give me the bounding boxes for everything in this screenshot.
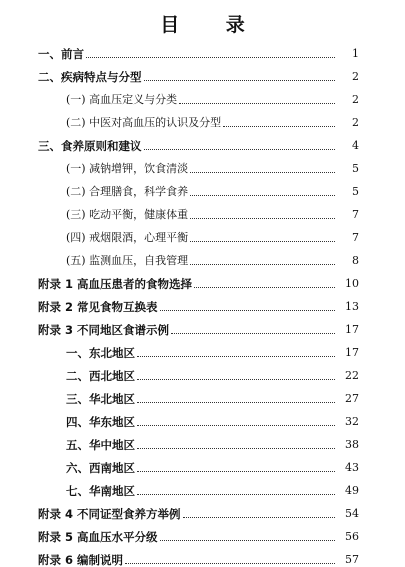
toc-entry-label: 一、前言	[38, 47, 84, 61]
toc-entry[interactable]	[0, 112, 405, 130]
leader-dots	[144, 79, 336, 81]
toc-entry[interactable]	[0, 158, 405, 176]
toc-entry-page: 32	[345, 415, 359, 428]
toc-entry-label: 三、食养原则和建议	[38, 139, 142, 153]
toc-entry-page: 8	[352, 254, 359, 267]
leader-dots	[144, 148, 336, 150]
leader-dots	[125, 562, 335, 564]
toc-entry-page: 43	[345, 461, 359, 474]
toc-entry-page: 38	[345, 438, 359, 451]
toc-entry-page: 7	[352, 208, 359, 221]
toc-entry-page: 57	[345, 553, 359, 566]
leader-dots	[190, 194, 335, 196]
leader-dots	[137, 447, 335, 449]
toc-entry-label: 二、西北地区	[66, 369, 135, 383]
leader-dots	[160, 309, 335, 311]
toc-entry-label: 附录 5 高血压水平分级	[38, 530, 158, 544]
toc-entry-label: (一) 减钠增钾，饮食清淡	[66, 162, 189, 175]
toc-entry-page: 17	[345, 323, 359, 336]
leader-dots	[171, 332, 335, 334]
toc-entry[interactable]	[0, 388, 405, 406]
toc-entry[interactable]	[0, 135, 405, 153]
leader-dots	[137, 470, 335, 472]
toc-entry[interactable]	[0, 43, 405, 61]
toc-entry-page: 10	[345, 277, 359, 290]
toc-title: 目 录	[160, 14, 265, 36]
toc-entry-label: 三、华北地区	[66, 392, 135, 406]
toc-entry[interactable]	[0, 181, 405, 199]
toc-entry-page: 5	[352, 162, 359, 175]
leader-dots	[183, 516, 335, 518]
leader-dots	[137, 378, 335, 380]
leader-dots	[137, 493, 335, 495]
leader-dots	[137, 355, 335, 357]
toc-entry-label: 二、疾病特点与分型	[38, 70, 142, 84]
leader-dots	[223, 125, 335, 127]
toc-entry-label: 七、华南地区	[66, 484, 135, 498]
toc-entry-label: 附录 6 编制说明	[38, 553, 124, 567]
toc-entry-page: 22	[345, 369, 359, 382]
toc-entry[interactable]	[0, 319, 405, 337]
toc-entry-label: 四、华东地区	[66, 415, 135, 429]
toc-entry[interactable]	[0, 411, 405, 429]
toc-entry[interactable]	[0, 365, 405, 383]
toc-entry-label: (二) 中医对高血压的认识及分型	[66, 116, 222, 129]
toc-entry-label: (四) 戒烟限酒，心理平衡	[66, 231, 189, 244]
toc-entry-page: 54	[345, 507, 359, 520]
toc-entry[interactable]	[0, 227, 405, 245]
toc-entry[interactable]	[0, 434, 405, 452]
toc-entry[interactable]	[0, 549, 405, 567]
toc-entry-label: 一、东北地区	[66, 346, 135, 360]
toc-entry[interactable]	[0, 480, 405, 498]
toc-entry-label: 五、华中地区	[66, 438, 135, 452]
toc-entry-label: 六、西南地区	[66, 461, 135, 475]
toc-entry[interactable]	[0, 250, 405, 268]
leader-dots	[194, 286, 335, 288]
leader-dots	[190, 263, 335, 265]
leader-dots	[137, 401, 335, 403]
toc-entry-label: 附录 3 不同地区食谱示例	[38, 323, 170, 337]
toc-entry[interactable]	[0, 526, 405, 544]
toc-entry-page: 7	[352, 231, 359, 244]
toc-entry-label: 附录 4 不同证型食养方举例	[38, 507, 181, 521]
toc-entry[interactable]	[0, 296, 405, 314]
toc-entry-page: 27	[345, 392, 359, 405]
leader-dots	[190, 217, 335, 219]
toc-entry[interactable]	[0, 342, 405, 360]
toc-entry-page: 17	[345, 346, 359, 359]
toc-entry[interactable]	[0, 66, 405, 84]
toc-entry[interactable]	[0, 503, 405, 521]
toc-entry-page: 2	[352, 93, 359, 106]
toc-entry-label: (一) 高血压定义与分类	[66, 93, 178, 106]
toc-entry[interactable]	[0, 204, 405, 222]
toc-entry-label: (三) 吃动平衡，健康体重	[66, 208, 189, 221]
toc-entry-label: (五) 监测血压，自我管理	[66, 254, 189, 267]
toc-entry-label: (二) 合理膳食，科学食养	[66, 185, 189, 198]
leader-dots	[86, 56, 335, 58]
leader-dots	[190, 240, 335, 242]
toc-entry-page: 1	[352, 47, 359, 60]
toc-entry-page: 4	[352, 139, 359, 152]
toc-entry-page: 2	[352, 70, 359, 83]
toc-entry-page: 56	[345, 530, 359, 543]
toc-entry[interactable]	[0, 273, 405, 291]
toc-entry-page: 13	[345, 300, 359, 313]
leader-dots	[137, 424, 335, 426]
leader-dots	[179, 102, 335, 104]
leader-dots	[160, 539, 335, 541]
toc-entry[interactable]	[0, 89, 405, 107]
toc-entry-page: 5	[352, 185, 359, 198]
leader-dots	[190, 171, 335, 173]
toc-entry[interactable]	[0, 457, 405, 475]
toc-entry-label: 附录 2 常见食物互换表	[38, 300, 158, 314]
toc-entry-page: 49	[345, 484, 359, 497]
toc-entry-page: 2	[352, 116, 359, 129]
toc-entry-label: 附录 1 高血压患者的食物选择	[38, 277, 193, 291]
